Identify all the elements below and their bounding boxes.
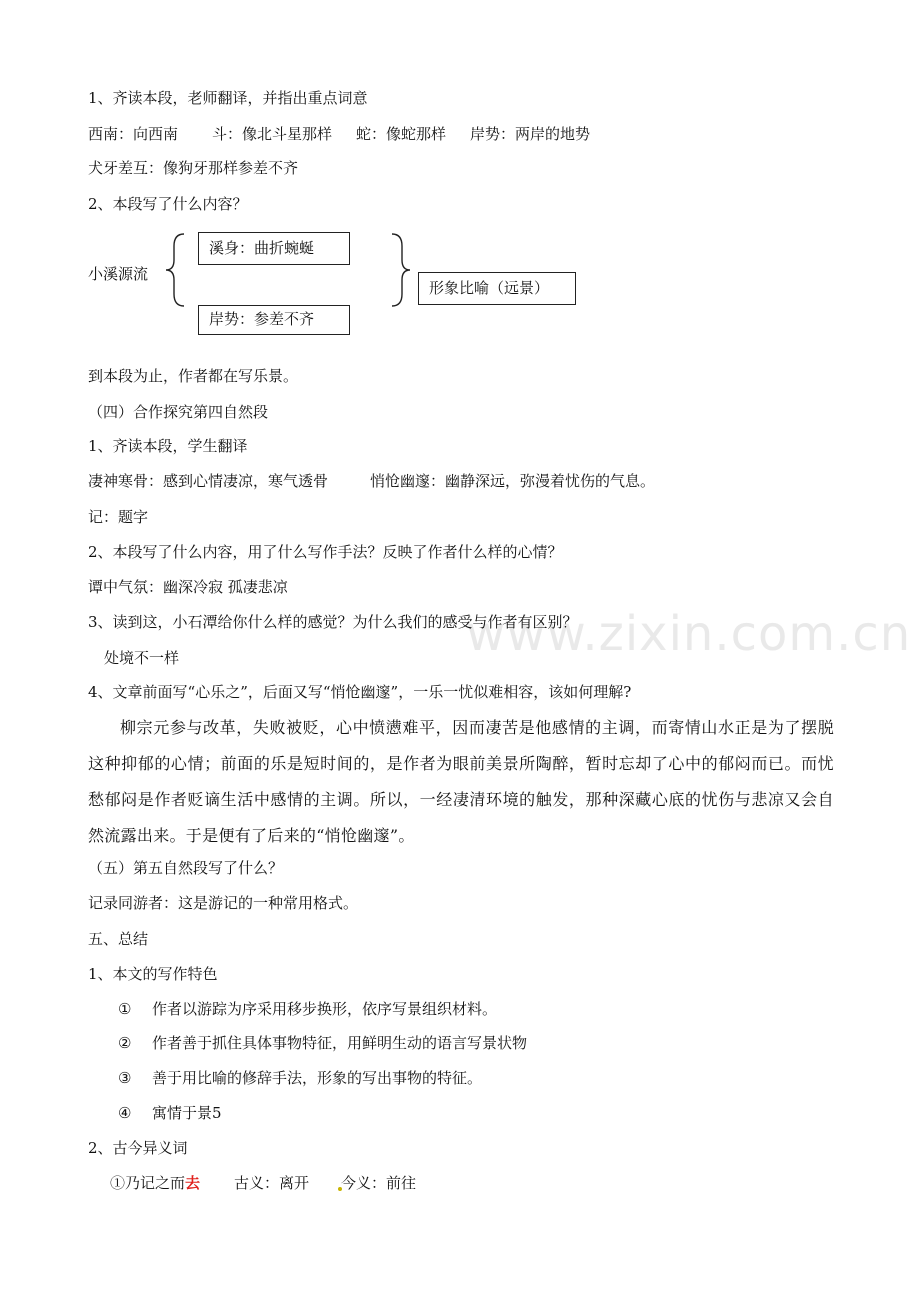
feature-item-2 bbox=[118, 1033, 527, 1053]
meaning-xinan: 西南：向西南 bbox=[88, 125, 179, 143]
line-3: 犬牙差互：像狗牙那样参差不齐 bbox=[88, 159, 299, 177]
highlighted-word: 去 bbox=[185, 1174, 201, 1192]
marker-4: ④ bbox=[118, 1104, 132, 1122]
line-16: 记录同游者：这是游记的一种常用格式。 bbox=[88, 894, 359, 912]
feature-item-3 bbox=[118, 1068, 482, 1088]
watermark: www.zixin.com.cn bbox=[466, 606, 912, 662]
meaning-qiaochuang: 悄怆幽邃：幽静深远，弥漫着忧伤的气息。 bbox=[370, 472, 656, 490]
explanation-paragraph: 柳宗元参与改革，失败被贬，心中愤懑难平，因而凄苦是他感情的主调，而寄情山水正是为了摆脱这种抑郁的心情；前面的乐是短时间的，是作者为眼前美景所陶醉，暂时忘却了心中的郁闷而已。而忧愁郁闷是作者贬谪生活中感情的主调。所以，一经凄清环境的触发，那种深藏心底的忧伤与悲凉又会自然流露出来。于是便有了后来的“悄怆幽邃”。 bbox=[88, 718, 834, 845]
marker-2: ② bbox=[118, 1034, 132, 1052]
summary-heading: 五、总结 bbox=[88, 930, 149, 948]
line-12: 3、读到这，小石潭给你什么样的感觉？为什么我们的感受与作者有区别？ bbox=[88, 613, 578, 631]
line-14: 4、文章前面写“心乐之”，后面又写“悄怆幽邃”，一乐一忧似难相容，该如何理解? bbox=[88, 683, 632, 701]
meaning-dou: 斗：像北斗星那样 bbox=[212, 125, 333, 143]
word-meanings-row bbox=[88, 124, 590, 144]
line-23: 2、古今异义词 bbox=[88, 1139, 188, 1157]
diagram-box-xishen: 溪身：曲折蜿蜒 bbox=[198, 232, 350, 265]
line-11: 谭中气氛：幽深冷寂 孤凄悲凉 bbox=[88, 578, 288, 596]
section-4-heading: （四）合作探究第四自然段 bbox=[88, 403, 269, 421]
marker-1: ① bbox=[118, 1000, 132, 1018]
feature-text-2: 作者善于抓住具体事物特征，用鲜明生动的语言写景状物 bbox=[152, 1034, 528, 1052]
modern-meaning: 今义：前往 bbox=[341, 1174, 417, 1192]
archaic-meaning: 古义：离开 bbox=[234, 1174, 310, 1192]
line-10: 2、本段写了什么内容，用了什么写作手法？反映了作者什么样的心情？ bbox=[88, 543, 563, 561]
line-5: 到本段为止，作者都在写乐景。 bbox=[88, 367, 299, 385]
line-13: 处境不一样 bbox=[104, 649, 180, 667]
feature-text-1: 作者以游踪为序采用移步换形，依序写景组织材料。 bbox=[152, 1000, 498, 1018]
word-meanings-row-2 bbox=[88, 471, 655, 491]
diagram-label: 小溪源流 bbox=[88, 265, 149, 283]
feature-text-4: 寓情于景5 bbox=[152, 1104, 222, 1122]
line-9: 记：题字 bbox=[88, 508, 149, 526]
meaning-anshi: 岸势：两岸的地势 bbox=[470, 125, 591, 143]
line-4: 2、本段写了什么内容？ bbox=[88, 195, 248, 213]
line-1: 1、齐读本段，老师翻译，并指出重点词意 bbox=[88, 89, 368, 107]
diagram-box-metaphor: 形象比喻（远景） bbox=[418, 272, 576, 305]
feature-item-1 bbox=[118, 999, 497, 1019]
diagram-box-anshi: 岸势：参差不齐 bbox=[198, 305, 350, 335]
line-7: 1、齐读本段，学生翻译 bbox=[88, 437, 248, 455]
feature-text-3: 善于用比喻的修辞手法，形象的写出事物的特征。 bbox=[152, 1069, 483, 1087]
section-5-heading: （五）第五自然段写了什么？ bbox=[88, 859, 284, 877]
marker-3: ③ bbox=[118, 1069, 132, 1087]
feature-item-4 bbox=[118, 1103, 222, 1123]
line-18: 1、本文的写作特色 bbox=[88, 965, 218, 983]
meaning-she: 蛇：像蛇那样 bbox=[356, 125, 447, 143]
archaic-word-row bbox=[110, 1173, 416, 1193]
archaic-sentence: ①乃记之而 bbox=[110, 1174, 186, 1192]
meaning-qishen: 凄神寒骨：感到心情凄凉，寒气透骨 bbox=[88, 472, 329, 490]
